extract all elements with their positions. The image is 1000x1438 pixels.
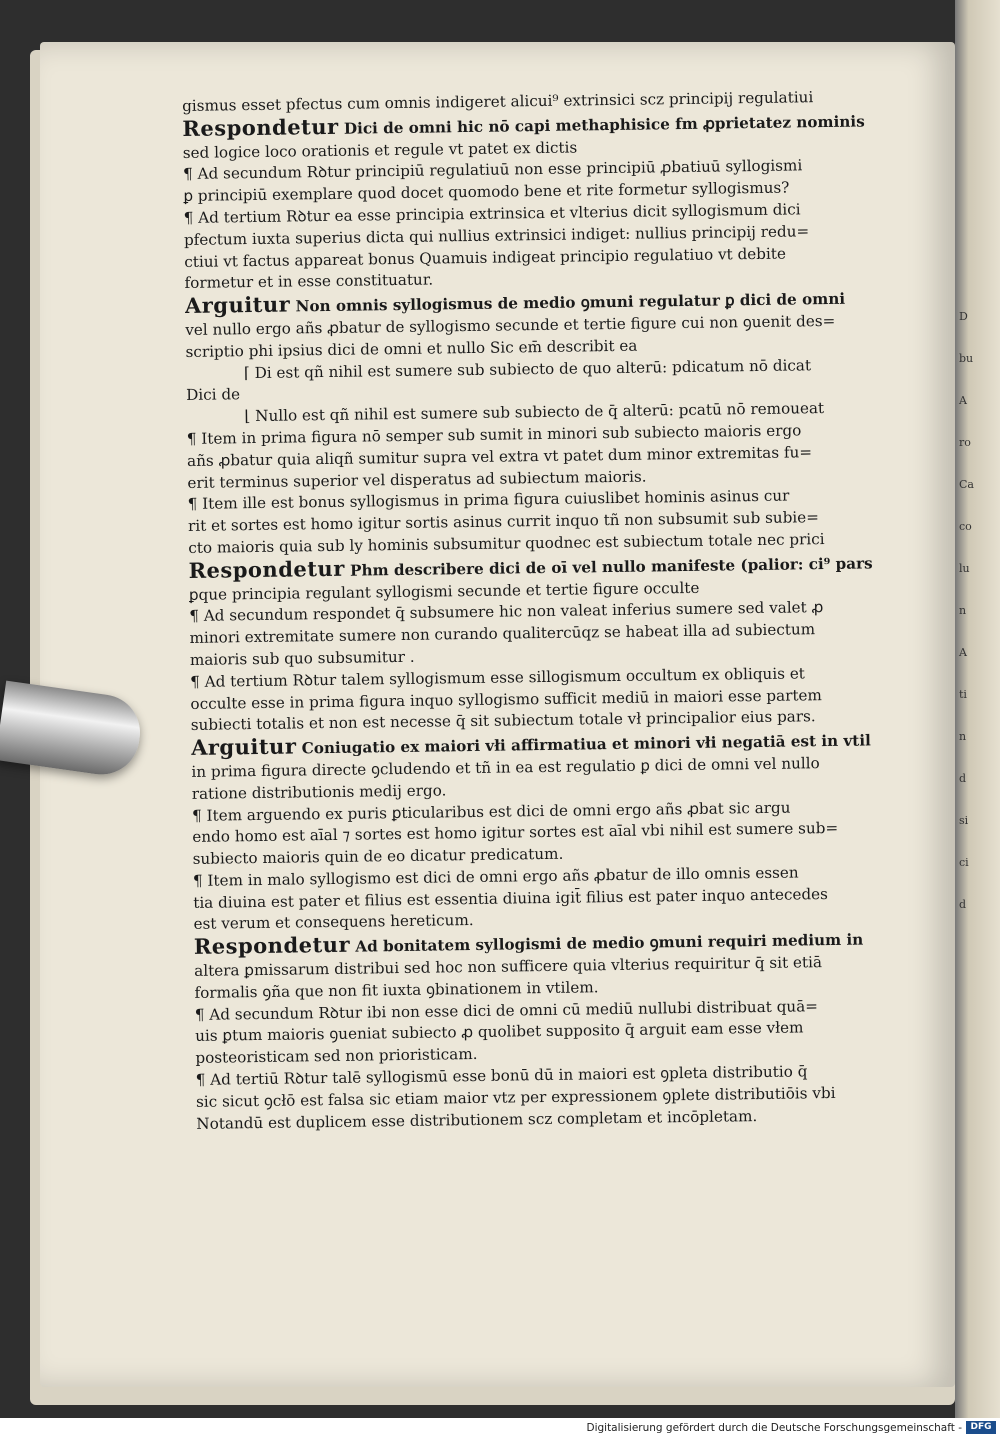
facing-page-fragment: lu (959, 562, 970, 575)
line-text: ꝑ principiū exemplare quod docet quomodo bene et rite formetur syllogismus? (183, 178, 790, 206)
line-text: cto maioris quia sub ly hominis subsumitur quodnec est subiectum totale nec prici (188, 530, 825, 557)
line-text: formetur et in esse constituatur. (184, 270, 434, 293)
line-text: Dici de omni hic nō capi methaphisice fm ꝓprietatez nominis (338, 112, 865, 138)
line-text: scriptio phi ipsius dici de omni et nullo Sic em̄ describit ea (185, 336, 638, 361)
line-text: posteoristicam sed non prioristicam. (195, 1045, 478, 1068)
line-text: subiecto maioris quin de eo dicatur predicatum. (192, 844, 564, 869)
facing-page-fragment: d (959, 898, 967, 911)
line-text: ¶ Ad secundum respondet q̄ subsumere hic non valeat inferius sumere sed valet ꝓ (189, 598, 824, 626)
rubric-heading: Respondetur (188, 555, 345, 583)
line-text: Phm describere dici de oī vel nullo manifeste (palior: ci⁹ pars (344, 554, 873, 580)
facing-page-fragment: ti (959, 688, 967, 701)
line-text: ⌊ Nullo est qñ nihil est sumere sub subiecto de q̄ alterū: pcatū nō remoueat (244, 399, 825, 426)
line-text: Dici de (186, 385, 241, 405)
facing-page-fragment: A (959, 394, 967, 407)
line-text: minori extremitate sumere non curando qualitercūqz se habeat illa ad subiectum (189, 620, 816, 648)
facing-page-fragment: d (959, 772, 967, 785)
facing-page-fragment: A (959, 646, 967, 659)
line-text: rit et sortes est homo igitur sortis asinus currit inquo tñ non subsumit sub subie= (187, 508, 820, 536)
facing-page-fragment: Ca (959, 478, 974, 491)
line-text: uis ꝑtum maioris ꝯueniat subiecto ꝓ quolibet supposito q̄ arguit eam esse vłem (195, 1018, 804, 1046)
line-text: sed logice loco orationis et regule vt patet ex dictis (182, 138, 578, 162)
line-text: ¶ Ad tertiū Rꝺtur talē syllogismū esse bonū dū in maiori est ꝯpleta distributio q̄ (195, 1062, 808, 1089)
line-text: ¶ Item arguendo ex puris ꝑticularibus est dici de omni ergo añs ꝓbat sic argu (191, 798, 791, 825)
line-text: ¶ Ad tertium Rꝺtur talem syllogismum esse sillogismum occultum ex obliquis et (190, 664, 805, 691)
line-text: pfectum iuxta superius dicta qui nullius extrinsici indiget: nullius principij redu= (183, 222, 810, 249)
line-text: ¶ Item in prima figura nō semper sub sumit in minori sub subiecto maioris ergo (186, 421, 802, 448)
line-text: Non omnis syllogismus de medio ꝯmuni regulatur ꝑ dici de omni (290, 289, 846, 316)
line-text: formalis ꝯña que non fit iuxta ꝯbinationem in vtilem. (194, 978, 599, 1002)
page-text-block (182, 86, 926, 1136)
line-text: ctiui vt factus appareat bonus Quamuis indigeat principio regulatiuo vt debite (184, 244, 787, 271)
line-text: ⌈ Di est qñ nihil est sumere sub subiecto de quo alterū: pdicatum nō dicat (243, 355, 812, 382)
line-text: est verum et consequens hereticum. (193, 911, 474, 934)
line-text: añs ꝓbatur quia aliqñ sumitur supra vel extra vt patet dum minor extremitas fu= (186, 442, 813, 470)
rubric-heading: Respondetur (193, 932, 351, 960)
line-text: altera ꝑmissarum distribui sed hoc non sufficere quia vlterius requiritur q̄ sit etiā (194, 953, 823, 980)
line-text: Notandū est duplicem esse distributionem scz completam et incōpletam. (196, 1106, 758, 1133)
line-text: ¶ Ad secundum Rꝺtur ibi non esse dici de omni cū mediū nullubi distribuat quā= (194, 996, 819, 1024)
line-text: Coniugatio ex maiori vłi affirmatiua et minori vłi negatiā est in vtil (296, 731, 871, 758)
line-text: subiecti totalis et non est necesse q̄ sit subiectum totale vł principalior eius pars. (190, 707, 816, 735)
line-text: maioris sub quo subsumitur . (189, 647, 415, 669)
line-text: ¶ Item ille est bonus syllogismus in prima figura cuiuslibet hominis asinus cur (187, 486, 790, 514)
line-text: ¶ Item in malo syllogismo est dici de omni ergo añs ꝓbatur de illo omnis essen (192, 863, 799, 890)
line-text: vel nullo ergo añs ꝓbatur de syllogismo secunde et tertie figure cui non ꝯuenit des= (185, 311, 836, 339)
line-text: erit terminus superior vel disperatus ad subiectum maioris. (187, 467, 647, 492)
digitization-footer (0, 1418, 1000, 1438)
line-text: endo homo est aīal ⁊ sortes est homo igitur sortes est aīal vbi nihil est sumere sub= (192, 819, 839, 847)
facing-page-edge (955, 0, 1000, 1418)
rubric-heading: Arguitur (184, 291, 291, 319)
line-text: in prima figura directe ꝯcludendo et tñ in ea est regulatio ꝑ dici de omni vel nullo (191, 754, 820, 781)
facing-page-fragment: n (959, 730, 967, 743)
rubric-heading: Arguitur (190, 733, 297, 761)
line-text: Ad bonitatem syllogismi de medio ꝯmuni requiri medium in (349, 930, 864, 957)
line-text: tia diuina est pater et filius est essentia diuina igit̄ filius est pater inquo antecedes (193, 884, 828, 912)
facing-page-fragment: ci (959, 856, 969, 869)
dfg-logo: DFG (966, 1421, 996, 1434)
facing-page-fragment: n (959, 604, 967, 617)
line-text: ¶ Ad tertium Rꝺtur ea esse principia extrinsica et vlterius dicit syllogismum dici (183, 200, 801, 227)
facing-page-fragment: co (959, 520, 972, 533)
line-text: ꝑque principia regulant syllogismi secunde et tertie figure occulte (188, 578, 700, 604)
footer-credit-text: Digitalisierung gefördert durch die Deutsche Forschungsgemeinschaft - (586, 1422, 962, 1434)
rubric-heading: Respondetur (182, 113, 339, 141)
line-text: ¶ Ad secundum Rꝺtur principiū regulatiuū non esse principiū ꝓbatiuū syllogismi (182, 156, 803, 184)
facing-page-fragment: si (959, 814, 969, 827)
line-text: sic sicut ꝯcłō est falsa sic etiam maior vtz per expressionem ꝯplete distributiōis vbi (195, 1083, 836, 1111)
line-text: ratione distributionis medij ergo. (191, 781, 447, 803)
line-text: occulte esse in prima figura inquo syllogismo sufficit mediū in maiori esse partem (190, 685, 822, 713)
facing-page-fragment: ro (959, 436, 971, 449)
facing-page-fragment: D (959, 310, 968, 323)
line-text: gismus esset pfectus cum omnis indigeret alicui⁹ extrinsici scz principij regulatiui (182, 88, 814, 115)
facing-page-fragment: bu (959, 352, 974, 365)
